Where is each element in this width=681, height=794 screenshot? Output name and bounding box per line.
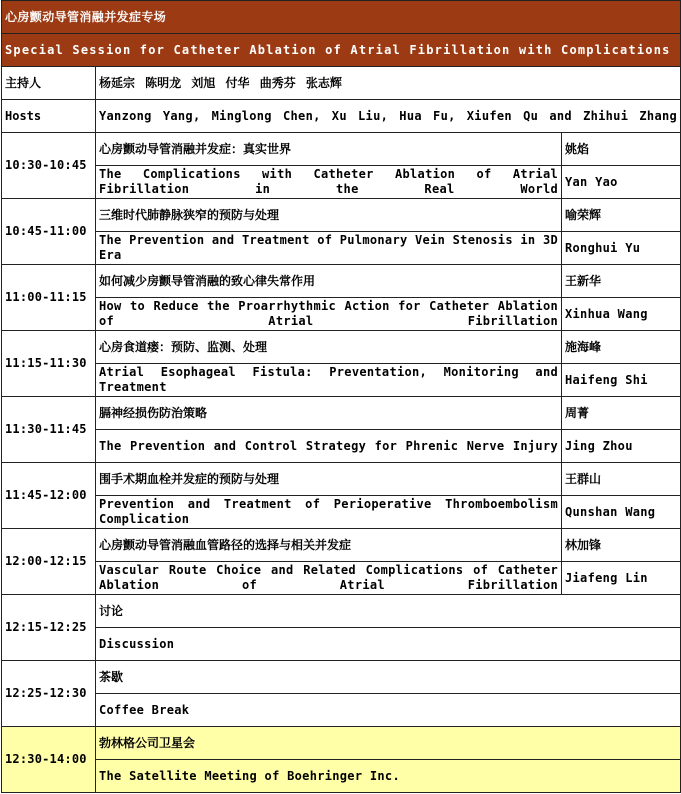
- talk-time: 10:30-10:45: [2, 133, 96, 199]
- hosts-names-en: Yanzong Yang, Minglong Chen, Xu Liu, Hua Fu, Xiufen Qu and Zhihui Zhang: [96, 100, 681, 133]
- talk-topic-cn: 如何减少房颤导管消融的致心律失常作用: [96, 265, 562, 298]
- talk-speaker-en: Ronghui Yu: [562, 232, 681, 265]
- talk-row-en: [2, 166, 681, 199]
- talk-speaker-cn: 周菁: [562, 397, 681, 430]
- talk-row-cn: [2, 397, 681, 430]
- talk-row-cn: [2, 133, 681, 166]
- session-title-en: Special Session for Catheter Ablation of Atrial Fibrillation with Complications: [2, 34, 681, 67]
- talk-speaker-en: Yan Yao: [562, 166, 681, 199]
- satellite-label-cn: 勃林格公司卫星会: [96, 727, 681, 760]
- talk-row-en: [2, 430, 681, 463]
- title-row-en: [2, 34, 681, 67]
- talk-topic-en: The Prevention and Treatment of Pulmonary Vein Stenosis in 3D Era: [96, 232, 562, 265]
- talk-row-cn: [2, 265, 681, 298]
- break-row-cn: [2, 595, 681, 628]
- break-row-cn: [2, 661, 681, 694]
- talk-time: 11:00-11:15: [2, 265, 96, 331]
- talk-speaker-en: Jiafeng Lin: [562, 562, 681, 595]
- talk-speaker-cn: 林加锋: [562, 529, 681, 562]
- schedule-table: [1, 0, 681, 793]
- break-time: 12:25-12:30: [2, 661, 96, 727]
- talk-speaker-en: Haifeng Shi: [562, 364, 681, 397]
- talk-row-en: [2, 562, 681, 595]
- talk-row-en: [2, 232, 681, 265]
- hosts-row-en: [2, 100, 681, 133]
- satellite-row-en: [2, 760, 681, 793]
- session-title-cn: 心房颤动导管消融并发症专场: [2, 1, 681, 34]
- break-label-cn: 讨论: [96, 595, 681, 628]
- talk-row-cn: [2, 463, 681, 496]
- talk-speaker-cn: 王群山: [562, 463, 681, 496]
- talk-topic-cn: 三维时代肺静脉狭窄的预防与处理: [96, 199, 562, 232]
- talk-row-en: [2, 364, 681, 397]
- hosts-label-cn: 主持人: [2, 67, 96, 100]
- break-row-en: [2, 694, 681, 727]
- talk-row-en: [2, 298, 681, 331]
- hosts-row-cn: [2, 67, 681, 100]
- talk-time: 11:15-11:30: [2, 331, 96, 397]
- talk-time: 10:45-11:00: [2, 199, 96, 265]
- talk-speaker-cn: 王新华: [562, 265, 681, 298]
- hosts-label-en: Hosts: [2, 100, 96, 133]
- break-label-en: Coffee Break: [96, 694, 681, 727]
- talk-topic-en: Atrial Esophageal Fistula: Preventation, Monitoring and Treatment: [96, 364, 562, 397]
- talk-topic-en: The Complications with Catheter Ablation of Atrial Fibrillation in the Real World: [96, 166, 562, 199]
- talk-speaker-en: Xinhua Wang: [562, 298, 681, 331]
- talk-speaker-cn: 喻荣辉: [562, 199, 681, 232]
- talk-topic-cn: 膈神经损伤防治策略: [96, 397, 562, 430]
- break-label-cn: 茶歇: [96, 661, 681, 694]
- talk-row-cn: [2, 331, 681, 364]
- talk-time: 11:30-11:45: [2, 397, 96, 463]
- satellite-row-cn: [2, 727, 681, 760]
- talk-row-en: [2, 496, 681, 529]
- satellite-time: 12:30-14:00: [2, 727, 96, 793]
- schedule-body: [2, 1, 681, 793]
- talk-time: 12:00-12:15: [2, 529, 96, 595]
- talk-row-cn: [2, 199, 681, 232]
- talk-topic-cn: 心房颤动导管消融并发症：真实世界: [96, 133, 562, 166]
- break-time: 12:15-12:25: [2, 595, 96, 661]
- talk-topic-cn: 围手术期血栓并发症的预防与处理: [96, 463, 562, 496]
- talk-topic-cn: 心房颤动导管消融血管路径的选择与相关并发症: [96, 529, 562, 562]
- talk-time: 11:45-12:00: [2, 463, 96, 529]
- talk-speaker-en: Qunshan Wang: [562, 496, 681, 529]
- talk-topic-cn: 心房食道瘘：预防、监测、处理: [96, 331, 562, 364]
- talk-row-cn: [2, 529, 681, 562]
- talk-topic-en: Prevention and Treatment of Perioperative Thromboembolism Complication: [96, 496, 562, 529]
- talk-topic-en: The Prevention and Control Strategy for Phrenic Nerve Injury: [96, 430, 562, 463]
- break-label-en: Discussion: [96, 628, 681, 661]
- satellite-label-en: The Satellite Meeting of Boehringer Inc.: [96, 760, 681, 793]
- talk-topic-en: Vascular Route Choice and Related Complications of Catheter Ablation of Atrial Fibrillation: [96, 562, 562, 595]
- talk-speaker-cn: 施海峰: [562, 331, 681, 364]
- title-row-cn: [2, 1, 681, 34]
- break-row-en: [2, 628, 681, 661]
- talk-topic-en: How to Reduce the Proarrhythmic Action for Catheter Ablation of Atrial Fibrillation: [96, 298, 562, 331]
- talk-speaker-en: Jing Zhou: [562, 430, 681, 463]
- talk-speaker-cn: 姚焰: [562, 133, 681, 166]
- hosts-names-cn: 杨延宗 陈明龙 刘旭 付华 曲秀芬 张志辉: [96, 67, 681, 100]
